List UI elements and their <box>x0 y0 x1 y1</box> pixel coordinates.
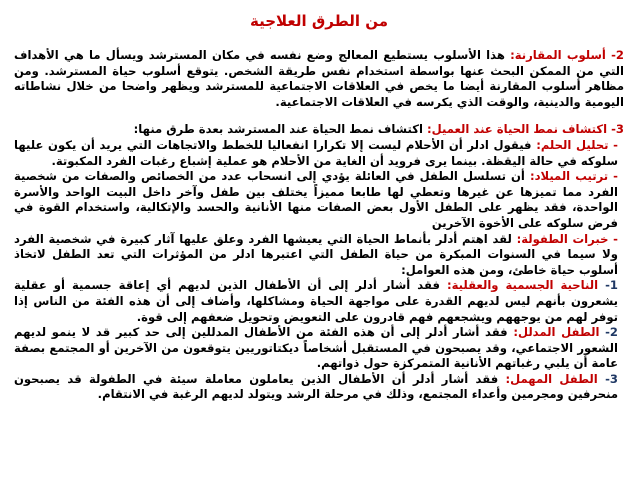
factor-label: الناحية الجسمية والعقلية: <box>446 278 599 293</box>
factor-label: الطفل المدلل: <box>513 325 600 340</box>
subsection-text: لقد اهتم أدلر بأنماط الحياة التي يعيشها الفرد وعلق عليها آثار كبيرة في شخصية الفرد ولا سيما في السنوات المبكرة من حياة الطفل التي اعتبرها ادلر من المؤثرات التي تعد الطفل لاتخاذ أسلوب حياة خاطئ، ومن هذه العوامل: <box>14 231 618 277</box>
factor-text: فقد أشار أدلر إلى أن هذه الفئة من الأطفال المدللين إلى حد كبير قد لا ينمو لديهم الشعور الاجتماعي، وقد يصبحون في المستقبل أشخاصاً ديكتاتوريين يتوقعون من الآخرين أو المجتمع بصفة عامة أن يلبي رغباتهم الأنانية المتمركزة حول ذواتهم. <box>14 325 618 371</box>
section-2-paragraph <box>14 48 624 110</box>
section-3-intro: اكتشاف نمط الحياة عند المسترشد بعدة طرق منها: <box>133 122 423 137</box>
section-3-intro-line <box>14 122 624 138</box>
factor-number: 1- <box>605 278 618 293</box>
section-2-text: هذا الأسلوب يستطيع المعالج وضع نفسه في مكان المسترشد ويسأل ما هي الأهداف التي من الممكن البحث عنها بواسطة استخدام نفس طريقة الشخص. يتوقع أسلوب حياة المسترشد. ومن مظاهر أسلوب المقارنة أيضا ما يخص في العلاقات الاجتماعية للمسترشد ويظهر واضحا من خلال نشاطاته اليومية والدينية، والوقت الذي يكرسه في العلاقات الاجتماعية. <box>14 48 624 109</box>
subsection-dream-analysis <box>14 138 624 169</box>
factor-number: 2- <box>605 325 618 340</box>
factor-text: فقد أشار أدلر أن الأطفال الذين يعاملون معاملة سيئة في الطفولة قد يصبحون منحرفين ومجرمين وأعداء المجتمع، وذلك في مرحلة الرشد ويتولد لديهم الرغبة في الانتقام. <box>14 371 618 402</box>
subsection-label: - خبرات الطفولة: <box>516 231 618 246</box>
page-title: من الطرق العلاجية <box>249 12 389 30</box>
section-3-heading: اكتشاف نمط الحياة عند العميل: <box>426 122 608 137</box>
subsection-childhood-experiences <box>14 232 624 279</box>
subsection-text: فيقول ادلر أن الأحلام ليست إلا تكرارا انفعاليا للخطط والاتجاهات التي يريد أن يكون عليها سلوكه في حالة اليقظة. بينما يرى فرويد أن الغاية من الأحلام هو عملية إشباع رغبات الفرد المكبوتة. <box>14 137 618 168</box>
section-comparison-method <box>14 48 624 110</box>
section-3-number: 3- <box>611 122 624 137</box>
factor-number: 3- <box>605 371 618 386</box>
factor-neglected-child <box>14 372 624 403</box>
section-2-heading: أسلوب المقارنة: <box>510 48 606 62</box>
section-2-number: 2- <box>611 48 624 62</box>
factor-text: فقد أشار أدلر إلى أن الأطفال الذين لديهم أي إعاقة جسمية أو عقلية يشعرون بأنهم ليس لديهم القدرة على مواجهة الحياة ومشاكلها، وأضاف إلى أن هذه الفئة من الناس إذا توفر لهم من يوجههم ويشجعهم فهم قادرون على التعويض وتحويل ضعفهم إلى قوة. <box>14 278 618 324</box>
subsection-text: أن تسلسل الطفل في العائلة يؤدي إلى انسحاب عدد من الخصائص والصفات من شخصية الفرد مما تميزها عن غيرها وتعطي لها طابعا مميزاً يختلف بين طفل وآخر داخل البيت الواحد والأسرة الواحدة، فقد يظهر على الطفل الأول بعض الصفات منها الأنانية والحسد والإتكالية، واستخدام القوة في فرض سلوكه على الأخوة الآخرين <box>14 169 618 230</box>
factor-spoiled-child <box>14 325 624 372</box>
section-lifestyle-discovery <box>14 122 624 403</box>
subsection-label: - ترتيب الميلاد: <box>529 169 618 184</box>
factor-label: الطفل المهمل: <box>505 371 598 386</box>
factor-physical-mental <box>14 278 624 325</box>
subsection-birth-order <box>14 169 624 231</box>
subsection-label: - تحليل الحلم: <box>536 137 618 152</box>
